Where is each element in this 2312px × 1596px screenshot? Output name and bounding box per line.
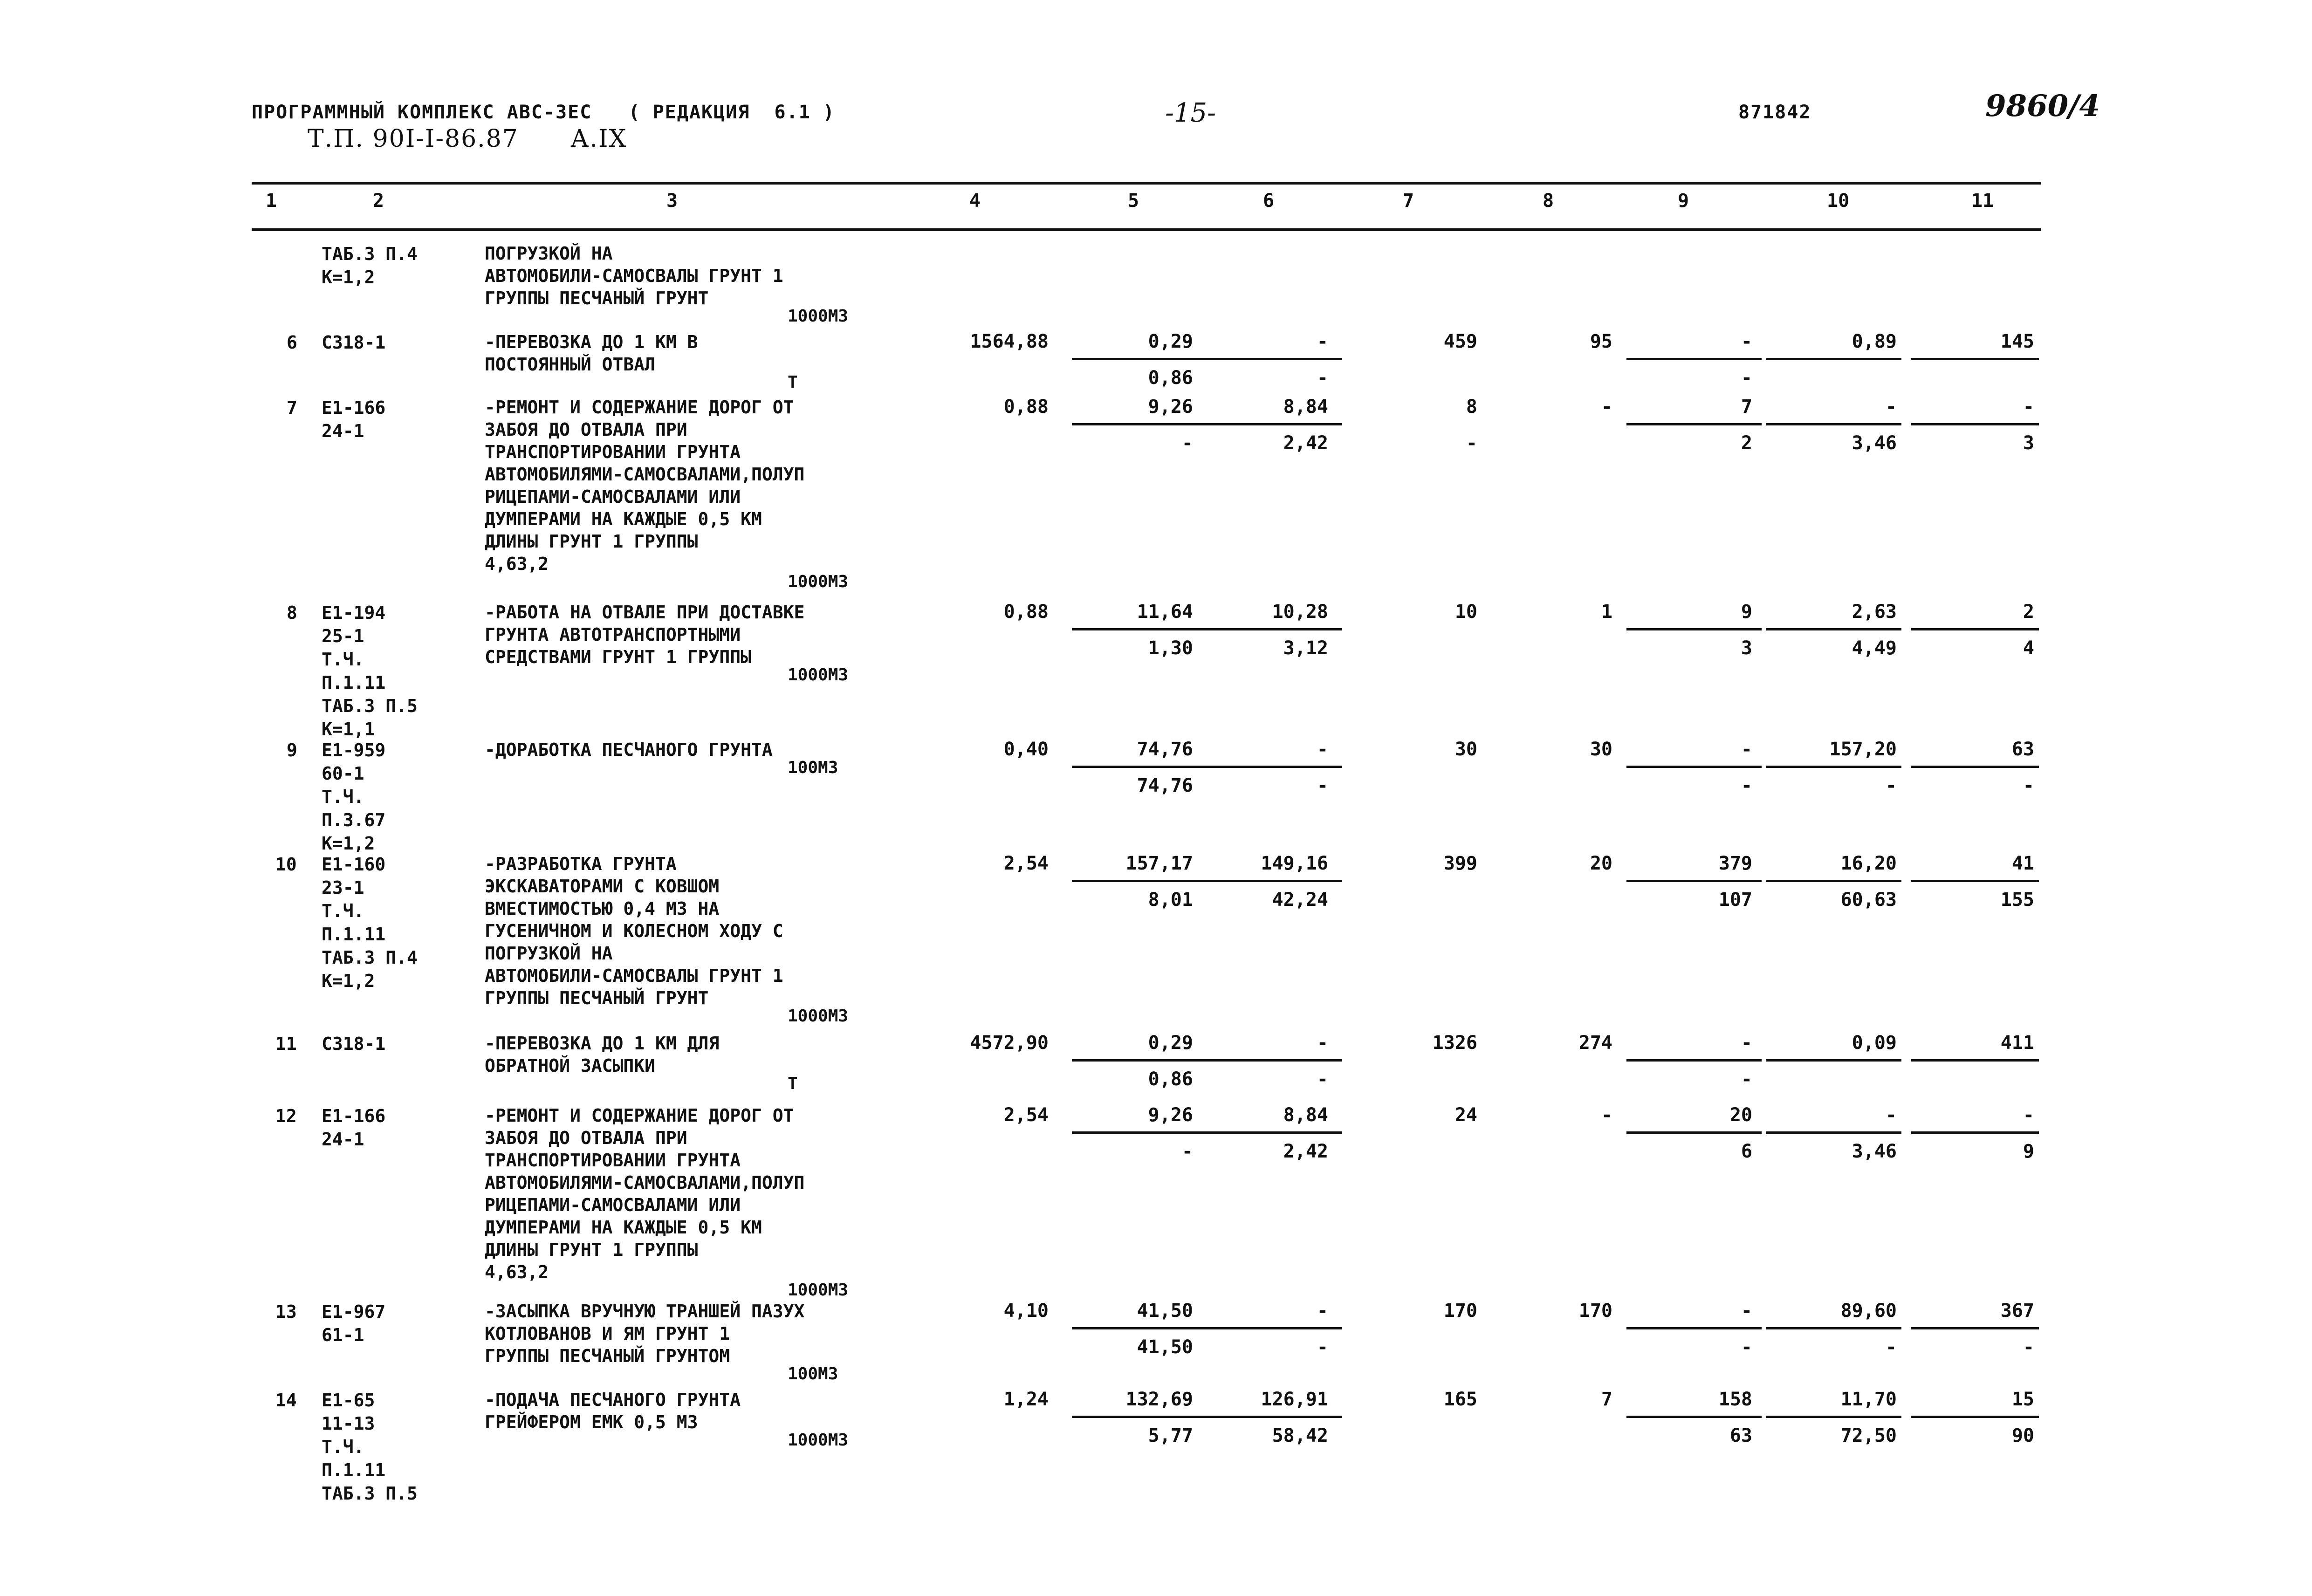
machinists-labour-total: 90 <box>2011 1425 2034 1446</box>
table-header-rule <box>252 228 2041 231</box>
machinists-labour-per-unit: 3,46 <box>1852 1141 1897 1162</box>
fraction-rule <box>1766 358 1901 360</box>
fraction-rule <box>1766 628 1901 630</box>
total-cost: 24 <box>1454 1104 1477 1126</box>
labour-per-unit: 11,70 <box>1840 1389 1897 1410</box>
machinists-labour-per-unit: 3,46 <box>1852 432 1897 454</box>
unit-cost-machines: 8,84 <box>1283 1104 1328 1126</box>
fraction-rule <box>1911 628 2039 630</box>
row-code: Е1-194 25-1 Т.Ч. П.1.11 ТАБ.3 П.5 К=1,1 <box>322 603 418 740</box>
fraction-rule <box>1911 766 2039 768</box>
project-code-line: Т.П. 90I-I-86.87 А.IX <box>308 125 627 153</box>
machines-cost: 7 <box>1741 396 1752 418</box>
column-header-6: 6 <box>1263 190 1275 212</box>
unit-cost-total: 74,76 <box>1137 739 1193 760</box>
labour-total: 411 <box>2000 1032 2034 1054</box>
fraction-rule <box>1766 766 1901 768</box>
fraction-rule <box>1911 358 2039 360</box>
wages-cost: - <box>1601 1104 1612 1126</box>
column-header-1: 1 <box>266 190 277 212</box>
cost-total: 2,54 <box>1003 853 1049 874</box>
fraction-rule <box>1072 628 1207 630</box>
wages-cost: 1 <box>1601 601 1612 623</box>
fraction-rule <box>1207 766 1342 768</box>
unit-wages: 41,50 <box>1137 1336 1193 1358</box>
row-description: -ПЕРЕВОЗКА ДО 1 КМ ДЛЯ ОБРАТНОЙ ЗАСЫПКИ <box>485 1033 720 1076</box>
fraction-rule <box>1072 1327 1207 1329</box>
column-header-8: 8 <box>1543 190 1554 212</box>
fraction-rule <box>1207 358 1342 360</box>
fraction-rule <box>1911 1327 2039 1329</box>
machinists-wages: - <box>1741 1069 1752 1090</box>
fraction-rule <box>1911 1131 2039 1134</box>
unit-cost-total: 132,69 <box>1125 1389 1193 1410</box>
row-unit: 1000М3 <box>788 1431 849 1450</box>
unit-cost-total: 11,64 <box>1137 601 1193 623</box>
handwritten-sheet-number: 9860/4 <box>1985 89 2100 123</box>
fraction-rule <box>1072 880 1207 882</box>
labour-per-unit: 16,20 <box>1840 853 1897 874</box>
fraction-rule <box>1626 1131 1762 1134</box>
fraction-rule <box>1207 1059 1342 1062</box>
unit-cost-total: 9,26 <box>1148 396 1193 418</box>
program-header-line1: ПРОГРАММНЫЙ КОМПЛЕКС АВС-ЗЕС ( РЕДАКЦИЯ 6.1 ) <box>252 102 835 123</box>
wages-cost: 30 <box>1590 739 1612 760</box>
cost-total: 2,54 <box>1003 1104 1049 1126</box>
labour-total: 63 <box>2011 739 2034 760</box>
row-unit: 1000М3 <box>788 665 849 685</box>
row-description: -РАЗРАБОТКА ГРУНТА ЭКСКАВАТОРАМИ С КОВШОМ ВМЕСТИМОСТЬЮ 0,4 М3 НА ГУСЕНИЧНОМ И КОЛЕСНОМ ХОДУ С ПОГРУЗКОЙ НА АВТОМОБИЛИ-САМОСВАЛЫ ГРУНТ 1 ГРУППЫ ПЕСЧАНЫЙ ГРУНТ <box>485 854 783 1008</box>
fraction-rule <box>1072 358 1207 360</box>
fraction-rule <box>1911 1416 2039 1418</box>
wages-cost: 7 <box>1601 1389 1612 1410</box>
total-cost-extra: - <box>1466 432 1477 454</box>
row-unit: 1000М3 <box>788 307 849 326</box>
unit-wages: 1,30 <box>1148 637 1193 659</box>
unit-wages-machinists: - <box>1317 1336 1328 1358</box>
row-unit: Т <box>788 1074 798 1093</box>
fraction-rule <box>1626 358 1762 360</box>
unit-cost-machines: - <box>1317 739 1328 760</box>
cost-total: 1564,88 <box>970 331 1049 352</box>
row-code: Е1-959 60-1 Т.Ч. П.3.67 К=1,2 <box>322 740 386 854</box>
document-number: 871842 <box>1738 102 1811 123</box>
column-header-2: 2 <box>373 190 384 212</box>
row-description: -РЕМОНТ И СОДЕРЖАНИЕ ДОРОГ ОТ ЗАБОЯ ДО ОТВАЛА ПРИ ТРАНСПОРТИРОВАНИИ ГРУНТА АВТОМОБИЛЯМИ-САМОСВАЛАМИ,ПОЛУП РИЦЕПАМИ-САМОСВАЛАМИ ИЛИ ДУМПЕРАМИ НА КАЖДЫЕ 0,5 КМ ДЛИНЫ ГРУНТ 1 ГРУППЫ 4,63,2 <box>485 397 805 574</box>
fraction-rule <box>1626 766 1762 768</box>
unit-wages: - <box>1181 432 1193 454</box>
wages-cost: 95 <box>1590 331 1612 352</box>
labour-per-unit: 0,09 <box>1852 1032 1897 1054</box>
machinists-labour-total: 3 <box>2023 432 2034 454</box>
fraction-rule <box>1072 766 1207 768</box>
machines-cost: - <box>1741 1032 1752 1054</box>
row-number: 6 <box>287 332 297 353</box>
row-number: 12 <box>275 1106 297 1126</box>
machinists-wages: 3 <box>1741 637 1752 659</box>
machines-cost: 158 <box>1718 1389 1752 1410</box>
labour-total: 41 <box>2011 853 2034 874</box>
machinists-labour-total: 9 <box>2023 1141 2034 1162</box>
fraction-rule <box>1072 1131 1207 1134</box>
machinists-labour-per-unit: 60,63 <box>1840 889 1897 911</box>
fraction-rule <box>1766 423 1901 425</box>
unit-wages: 74,76 <box>1137 775 1193 796</box>
unit-cost-machines: 8,84 <box>1283 396 1328 418</box>
unit-wages-machinists: 3,12 <box>1283 637 1328 659</box>
machinists-labour-total: 4 <box>2023 637 2034 659</box>
fraction-rule <box>1207 1131 1342 1134</box>
labour-total: 15 <box>2011 1389 2034 1410</box>
row-unit: Т <box>788 373 798 392</box>
total-cost: 459 <box>1443 331 1477 352</box>
machines-cost: 379 <box>1718 853 1752 874</box>
machines-cost: 9 <box>1741 601 1752 623</box>
unit-cost-total: 9,26 <box>1148 1104 1193 1126</box>
cost-total: 0,40 <box>1003 739 1049 760</box>
unit-wages: - <box>1181 1141 1193 1162</box>
row-unit: 100М3 <box>788 758 838 777</box>
column-header-11: 11 <box>1971 190 1994 212</box>
unit-wages: 0,86 <box>1148 1069 1193 1090</box>
unit-cost-total: 41,50 <box>1137 1300 1193 1322</box>
row-code: С318-1 <box>322 1034 386 1054</box>
fraction-rule <box>1766 1059 1901 1062</box>
row-number: 11 <box>275 1034 297 1054</box>
unit-cost-machines: - <box>1317 1300 1328 1322</box>
machinists-wages: 63 <box>1729 1425 1752 1446</box>
row-unit: 1000М3 <box>788 572 849 591</box>
total-cost: 10 <box>1454 601 1477 623</box>
row-code: Е1-166 24-1 <box>322 397 386 441</box>
column-header-4: 4 <box>969 190 981 212</box>
row-code: Е1-65 11-13 Т.Ч. П.1.11 ТАБ.3 П.5 <box>322 1390 418 1504</box>
machinists-labour-total: - <box>2023 775 2034 796</box>
labour-total: 2 <box>2023 601 2034 623</box>
cost-total: 0,88 <box>1003 396 1049 418</box>
wages-cost: 170 <box>1578 1300 1612 1322</box>
wages-cost: - <box>1601 396 1612 418</box>
machinists-labour-per-unit: - <box>1885 1336 1897 1358</box>
cost-total: 4572,90 <box>970 1032 1049 1054</box>
fraction-rule <box>1626 1416 1762 1418</box>
labour-per-unit: 2,63 <box>1852 601 1897 623</box>
machines-cost: - <box>1741 1300 1752 1322</box>
fraction-rule <box>1072 1416 1207 1418</box>
machinists-wages: - <box>1741 367 1752 389</box>
unit-wages: 0,86 <box>1148 367 1193 389</box>
machinists-wages: - <box>1741 1336 1752 1358</box>
fraction-rule <box>1766 1416 1901 1418</box>
unit-cost-machines: - <box>1317 331 1328 352</box>
total-cost: 1326 <box>1432 1032 1477 1054</box>
labour-per-unit: 89,60 <box>1840 1300 1897 1322</box>
machinists-wages: 107 <box>1718 889 1752 911</box>
fraction-rule <box>1766 1327 1901 1329</box>
row-description: -ПЕРЕВОЗКА ДО 1 КМ В ПОСТОЯННЫЙ ОТВАЛ <box>485 332 698 375</box>
unit-wages-machinists: - <box>1317 775 1328 796</box>
row-number: 10 <box>275 854 297 875</box>
unit-wages-machinists: - <box>1317 367 1328 389</box>
row-code: Е1-967 61-1 <box>322 1301 386 1345</box>
row-description: -ПОДАЧА ПЕСЧАНОГО ГРУНТА ГРЕЙФЕРОМ ЕМК 0,5 М3 <box>485 1390 741 1432</box>
row-number: 14 <box>275 1390 297 1411</box>
unit-cost-machines: - <box>1317 1032 1328 1054</box>
labour-per-unit: - <box>1885 1104 1897 1126</box>
machinists-labour-per-unit: 4,49 <box>1852 637 1897 659</box>
unit-wages: 8,01 <box>1148 889 1193 911</box>
unit-wages-machinists: 2,42 <box>1283 1141 1328 1162</box>
labour-total: - <box>2023 1104 2034 1126</box>
labour-total: - <box>2023 396 2034 418</box>
column-header-9: 9 <box>1678 190 1689 212</box>
machines-cost: - <box>1741 739 1752 760</box>
labour-per-unit: 0,89 <box>1852 331 1897 352</box>
unit-cost-total: 157,17 <box>1125 853 1193 874</box>
fraction-rule <box>1072 1059 1207 1062</box>
fraction-rule <box>1911 423 2039 425</box>
column-header-7: 7 <box>1403 190 1414 212</box>
table-top-rule <box>252 182 2041 185</box>
fraction-rule <box>1626 1327 1762 1329</box>
row-code: ТАБ.3 П.4 К=1,2 <box>322 244 418 288</box>
total-cost: 399 <box>1443 853 1477 874</box>
unit-wages-machinists: 58,42 <box>1272 1425 1328 1446</box>
wages-cost: 274 <box>1578 1032 1612 1054</box>
total-cost: 8 <box>1466 396 1477 418</box>
machines-cost: 20 <box>1729 1104 1752 1126</box>
row-unit: 100М3 <box>788 1364 838 1384</box>
fraction-rule <box>1207 880 1342 882</box>
labour-per-unit: 157,20 <box>1829 739 1897 760</box>
row-description: -ЗАСЫПКА ВРУЧНУЮ ТРАНШЕЙ ПАЗУХ КОТЛОВАНОВ И ЯМ ГРУНТ 1 ГРУППЫ ПЕСЧАНЫЙ ГРУНТОМ <box>485 1301 805 1366</box>
fraction-rule <box>1072 423 1207 425</box>
labour-total: 145 <box>2000 331 2034 352</box>
wages-cost: 20 <box>1590 853 1612 874</box>
unit-cost-machines: 149,16 <box>1261 853 1328 874</box>
machinists-wages: 2 <box>1741 432 1752 454</box>
row-number: 13 <box>275 1301 297 1322</box>
row-description: ПОГРУЗКОЙ НА АВТОМОБИЛИ-САМОСВАЛЫ ГРУНТ 1 ГРУППЫ ПЕСЧАНЫЙ ГРУНТ <box>485 243 783 308</box>
fraction-rule <box>1911 880 2039 882</box>
fraction-rule <box>1911 1059 2039 1062</box>
fraction-rule <box>1207 628 1342 630</box>
column-header-3: 3 <box>666 190 678 212</box>
unit-wages-machinists: - <box>1317 1069 1328 1090</box>
page-number: -15- <box>1165 98 1216 128</box>
row-number: 9 <box>287 740 297 760</box>
row-description: -РЕМОНТ И СОДЕРЖАНИЕ ДОРОГ ОТ ЗАБОЯ ДО ОТВАЛА ПРИ ТРАНСПОРТИРОВАНИИ ГРУНТА АВТОМОБИЛЯМИ-САМОСВАЛАМИ,ПОЛУП РИЦЕПАМИ-САМОСВАЛАМИ ИЛИ ДУМПЕРАМИ НА КАЖДЫЕ 0,5 КМ ДЛИНЫ ГРУНТ 1 ГРУППЫ 4,63,2 <box>485 1105 805 1282</box>
total-cost: 30 <box>1454 739 1477 760</box>
fraction-rule <box>1766 880 1901 882</box>
total-cost: 165 <box>1443 1389 1477 1410</box>
machinists-labour-per-unit: 72,50 <box>1840 1425 1897 1446</box>
column-header-5: 5 <box>1128 190 1139 212</box>
row-code: Е1-166 24-1 <box>322 1106 386 1150</box>
machines-cost: - <box>1741 331 1752 352</box>
machinists-labour-per-unit: - <box>1885 775 1897 796</box>
row-unit: 1000М3 <box>788 1281 849 1300</box>
row-code: С318-1 <box>322 332 386 353</box>
cost-total: 1,24 <box>1003 1389 1049 1410</box>
row-description: -РАБОТА НА ОТВАЛЕ ПРИ ДОСТАВКЕ ГРУНТА АВТОТРАНСПОРТНЫМИ СРЕДСТВАМИ ГРУНТ 1 ГРУППЫ <box>485 602 805 667</box>
row-unit: 1000М3 <box>788 1007 849 1026</box>
labour-total: 367 <box>2000 1300 2034 1322</box>
unit-wages-machinists: 2,42 <box>1283 432 1328 454</box>
total-cost: 170 <box>1443 1300 1477 1322</box>
row-number: 7 <box>287 397 297 418</box>
unit-cost-machines: 10,28 <box>1272 601 1328 623</box>
row-description: -ДОРАБОТКА ПЕСЧАНОГО ГРУНТА <box>485 740 773 760</box>
unit-wages-machinists: 42,24 <box>1272 889 1328 911</box>
unit-cost-total: 0,29 <box>1148 1032 1193 1054</box>
cost-total: 0,88 <box>1003 601 1049 623</box>
machinists-labour-total: 155 <box>2000 889 2034 911</box>
labour-per-unit: - <box>1885 396 1897 418</box>
machinists-wages: - <box>1741 775 1752 796</box>
cost-total: 4,10 <box>1003 1300 1049 1322</box>
row-number: 8 <box>287 603 297 623</box>
machinists-labour-total: - <box>2023 1336 2034 1358</box>
fraction-rule <box>1207 423 1342 425</box>
row-code: Е1-160 23-1 Т.Ч. П.1.11 ТАБ.3 П.4 К=1,2 <box>322 854 418 991</box>
fraction-rule <box>1626 1059 1762 1062</box>
column-header-10: 10 <box>1827 190 1850 212</box>
machinists-wages: 6 <box>1741 1141 1752 1162</box>
fraction-rule <box>1626 423 1762 425</box>
fraction-rule <box>1766 1131 1901 1134</box>
unit-cost-machines: 126,91 <box>1261 1389 1328 1410</box>
unit-wages: 5,77 <box>1148 1425 1193 1446</box>
unit-cost-total: 0,29 <box>1148 331 1193 352</box>
fraction-rule <box>1626 880 1762 882</box>
fraction-rule <box>1207 1327 1342 1329</box>
fraction-rule <box>1207 1416 1342 1418</box>
fraction-rule <box>1626 628 1762 630</box>
